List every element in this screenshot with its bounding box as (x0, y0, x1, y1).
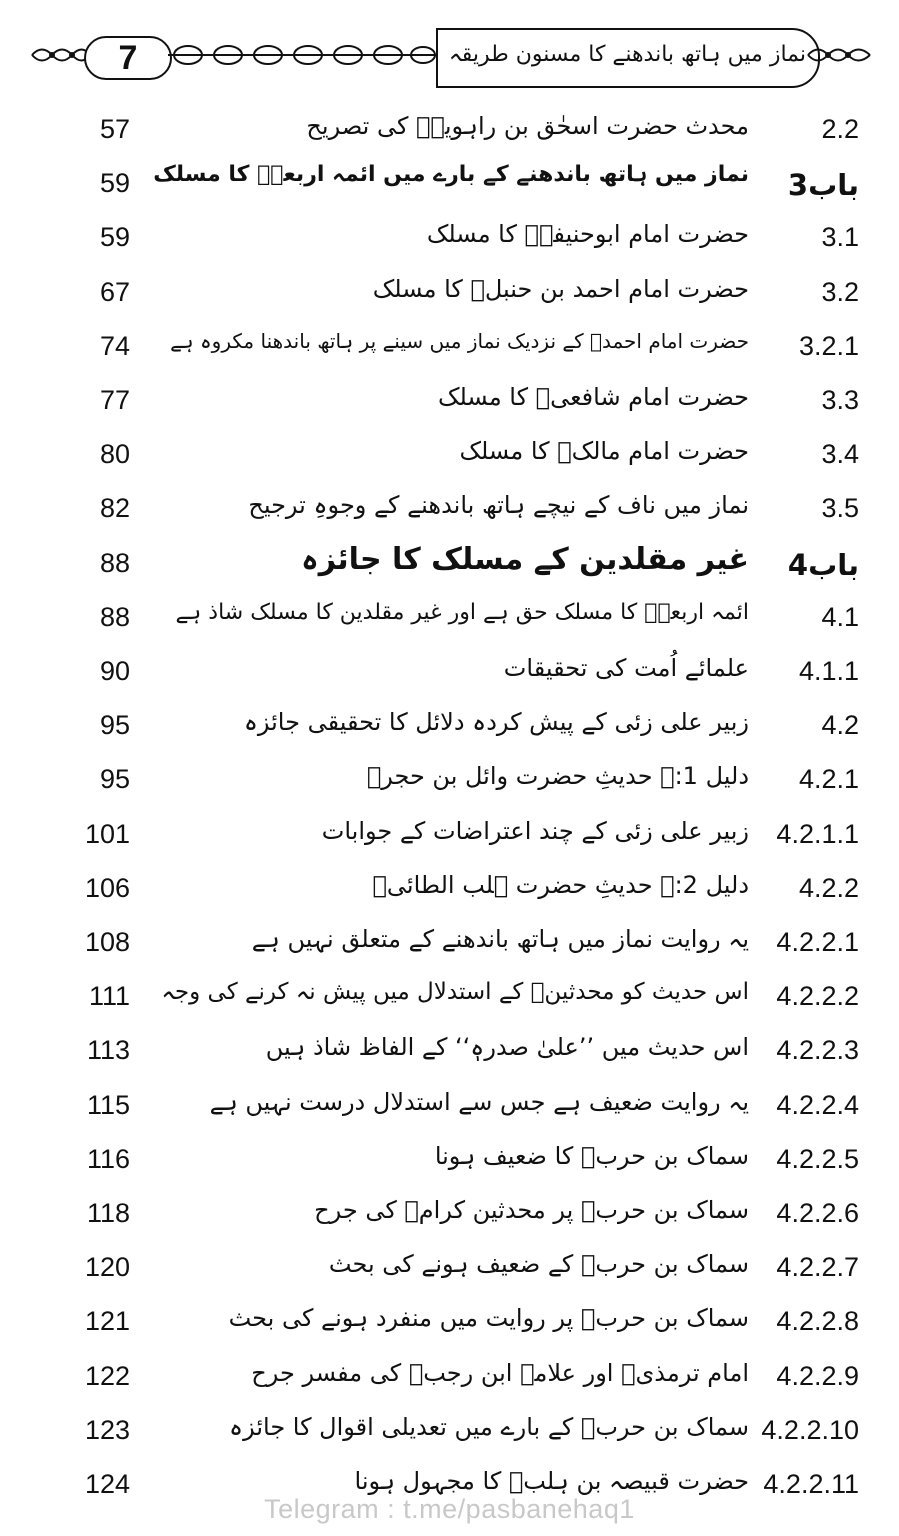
section-title: اس حدیث میں ’’علیٰ صدرہٖ‘‘ کے الفاظ شاذ ہیں (265, 1033, 749, 1062)
section-title: حضرت قبیصہ بن ہلبؒ کا مجہول ہونا (354, 1467, 749, 1495)
book-title: نماز میں ہاتھ باندھنے کا مسنون طریقہ (448, 42, 806, 67)
toc-row (0, 1025, 899, 1079)
page-number: 77 (99, 385, 130, 415)
toc-row (0, 1242, 899, 1296)
section-title: حضرت امام مالکؒ کا مسلک (459, 437, 749, 466)
section-title: حضرت امام ابوحنیفہؒ کا مسلک (426, 220, 749, 249)
section-number: 3.2.1 (798, 330, 859, 361)
page-header (0, 0, 899, 100)
section-title: سماک بن حربؒ کے بارے میں تعدیلی اقوال کا جائزہ (229, 1412, 749, 1441)
section-number: 4.2.2.5 (776, 1143, 859, 1174)
toc-row (0, 700, 899, 754)
toc-row (0, 1080, 899, 1134)
page-number: 57 (99, 114, 130, 144)
toc-row (0, 212, 899, 266)
section-number: 4.2.2.7 (776, 1252, 859, 1283)
toc-chapter-row (0, 538, 899, 592)
telegram-watermark: Telegram : t.me/pasbanehaq1 (264, 1494, 635, 1524)
page-number: 80 (99, 439, 130, 470)
toc-row (0, 483, 899, 537)
section-title: نماز میں ناف کے نیچے ہاتھ باندھنے کے وجوہِ ترجیح (248, 491, 749, 520)
page-number: 123 (84, 1414, 130, 1445)
page-number-badge (84, 36, 172, 80)
page-number: 111 (88, 981, 130, 1012)
section-number: 4.2.2.4 (776, 1089, 859, 1120)
section-title: دلیل 1:۔ حدیثِ حضرت وائل بن حجرؓ (366, 762, 749, 791)
section-title: محدث حضرت اسحٰق بن راہویہؒ کی تصریح (306, 112, 749, 140)
page-number: 120 (84, 1252, 130, 1283)
section-title: حضرت امام احمدؒ کے نزدیک نماز میں سینے پر ہاتھ باندھنا مکروہ ہے (170, 328, 749, 353)
section-number: 4.2.2.11 (763, 1469, 859, 1499)
toc-row (0, 1351, 899, 1405)
section-title: اس حدیث کو محدثینؒ کے استدلال میں پیش نہ کرنے کی وجہ (161, 979, 749, 1006)
section-number: 3.1 (821, 222, 859, 253)
toc-row (0, 971, 899, 1025)
section-title: یہ روایت ضعیف ہے جس سے استدلال درست نہیں ہے (209, 1087, 749, 1116)
left-ornament (30, 42, 92, 68)
section-number: 3.2 (821, 276, 859, 307)
toc-row (0, 429, 899, 483)
page-number: 106 (84, 872, 130, 903)
section-number: باب3 (787, 168, 859, 203)
page-number: 7 (118, 38, 138, 77)
section-number: 3.5 (821, 493, 859, 524)
page-number: 115 (86, 1089, 130, 1120)
section-title: ائمہ اربعہؒ کا مسلک حق ہے اور غیر مقلدین کا مسلک شاذ ہے (175, 599, 749, 625)
page-number: 88 (99, 601, 130, 632)
page-number: 74 (99, 330, 130, 361)
section-number: 4.1.1 (798, 656, 859, 686)
section-number: 4.2.2.6 (776, 1198, 859, 1228)
section-number: 4.2.2.2 (776, 981, 859, 1012)
toc-row (0, 754, 899, 808)
section-number: 4.2.1 (798, 764, 859, 795)
page-number: 122 (84, 1360, 130, 1391)
section-title: حضرت امام احمد بن حنبلؒ کا مسلک (372, 274, 749, 303)
page-number: 95 (99, 764, 130, 795)
right-ornament (806, 42, 872, 68)
page-number: 116 (86, 1143, 130, 1174)
section-number: 4.2.1.1 (776, 818, 859, 849)
header-title-box (436, 28, 820, 88)
section-number: 3.3 (821, 385, 859, 415)
toc-row (0, 1405, 899, 1459)
section-title: سماک بن حربؒ کا ضعیف ہونا (434, 1141, 749, 1170)
section-title: سماک بن حربؒ پر روایت میں منفرد ہونے کی بحث (228, 1304, 749, 1333)
page-number: 118 (86, 1198, 130, 1228)
section-title: نماز میں ہاتھ باندھنے کے بارے میں ائمہ اربعہؒ کا مسلک (153, 162, 749, 188)
section-number: باب4 (787, 547, 859, 582)
toc-row (0, 809, 899, 863)
page-number: 88 (99, 547, 130, 578)
section-title: زبیر علی زئی کے چند اعتراضات کے جوابات (321, 816, 749, 845)
toc-row (0, 1134, 899, 1188)
page-number: 59 (99, 168, 130, 199)
section-title: امام ترمذیؒ اور علامہ ابن رجبؒ کی مفسر جرح (251, 1358, 749, 1387)
section-number: 4.2.2.10 (761, 1414, 859, 1445)
toc-row (0, 267, 899, 321)
page-number: 95 (99, 710, 130, 741)
toc-row (0, 321, 899, 375)
toc-row (0, 592, 899, 646)
toc-chapter-row (0, 158, 899, 212)
section-number: 2.2 (821, 114, 859, 144)
section-title: علمائے اُمت کی تحقیقات (503, 654, 749, 682)
section-title: سماک بن حربؒ کے ضعیف ہونے کی بحث (328, 1250, 749, 1279)
page-number: 101 (84, 818, 130, 849)
page-number: 90 (99, 656, 130, 686)
section-title: غیر مقلدین کے مسلک کا جائزہ (301, 541, 749, 577)
section-number: 4.2.2.3 (776, 1035, 859, 1066)
toc-row (0, 917, 899, 971)
page-number: 59 (99, 222, 130, 253)
section-number: 4.2.2.9 (776, 1360, 859, 1391)
toc-row (0, 375, 899, 429)
toc-row (0, 646, 899, 700)
page-number: 121 (84, 1306, 130, 1337)
section-number: 4.1 (821, 601, 859, 632)
section-title: حضرت امام شافعیؒ کا مسلک (437, 383, 749, 411)
section-number: 4.2.2.1 (776, 927, 859, 957)
middle-ornament (168, 42, 440, 68)
toc-row (0, 1188, 899, 1242)
page-number: 82 (99, 493, 130, 524)
page-number: 124 (84, 1469, 130, 1499)
section-number: 4.2 (821, 710, 859, 741)
section-title: دلیل 2:۔ حدیثِ حضرت ہلب الطائیؓ (372, 870, 749, 899)
section-number: 4.2.2 (798, 872, 859, 903)
page-number: 67 (99, 276, 130, 307)
toc-row (0, 104, 899, 158)
page-number: 108 (84, 927, 130, 957)
section-title: سماک بن حربؒ پر محدثین کرامؒ کی جرح (314, 1196, 749, 1224)
section-number: 3.4 (821, 439, 859, 470)
page-number: 113 (86, 1035, 130, 1066)
section-number: 4.2.2.8 (776, 1306, 859, 1337)
section-title: یہ روایت نماز میں ہاتھ باندھنے کے متعلق نہیں ہے (251, 925, 749, 953)
toc-row (0, 863, 899, 917)
section-title: زبیر علی زئی کے پیش کردہ دلائل کا تحقیقی جائزہ (243, 708, 749, 737)
toc-row (0, 1296, 899, 1350)
